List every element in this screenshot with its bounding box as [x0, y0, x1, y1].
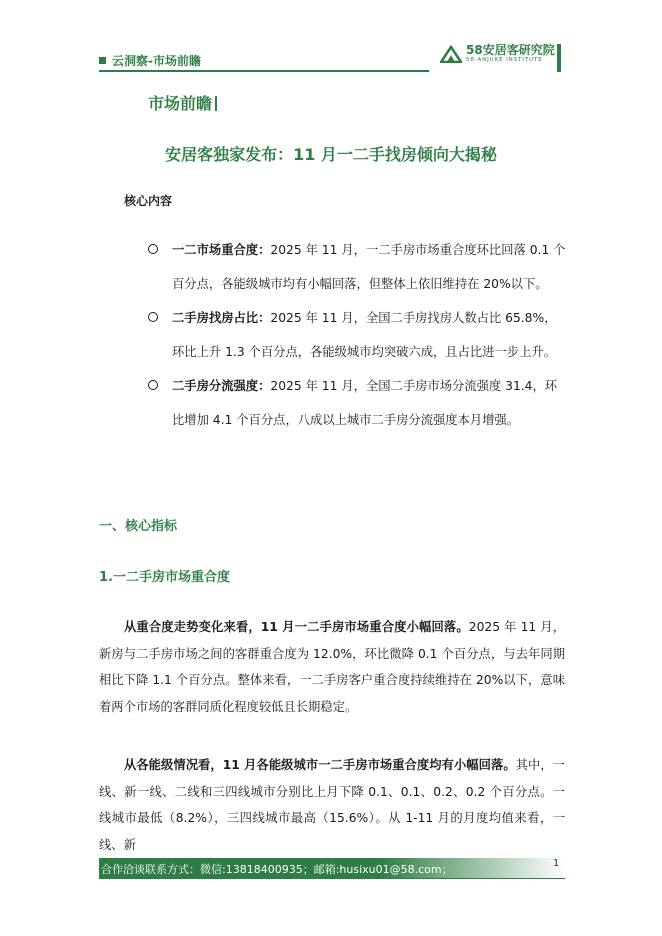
bullet-text: 2025 年 11 月，全国二手房市场分流强度 31.4，环比增加 4.1 个百分点，八成以上城市二手房分流强度本月增强。 [172, 379, 558, 427]
paragraph-text: 2025 年 11 月，新房与二手房市场之间的客群重合度为 12.0%，环比微降 0.1 个百分点，与去年同期相比下降 1.1 个百分点。整体来看，一二手房客户重合度持续维持在 20%以下，意味着两个市场的客群同质化程度较低且长期稳定。 [99, 620, 565, 714]
house-logo-icon [440, 45, 462, 63]
list-item [146, 369, 566, 437]
bullet-label: 二手房找房占比： [172, 311, 271, 325]
key-points-list [146, 233, 566, 437]
square-bullet-icon [99, 57, 106, 64]
title-bar-mark [215, 96, 217, 111]
paragraph-text: 其中，一线、新一线、二线和三四线城市分别比上月下降 0.1、0.1、0.2、0.2 个百分点。一线城市最低（8.2%），三四线城市最高（15.6%）。从 1-11 月的月度均值来看，一线、新 [99, 758, 565, 852]
section-title-text: 市场前瞻 [148, 94, 213, 113]
footer-contact-bar [99, 858, 565, 878]
heading-core-indicators: 一、核心指标 [99, 519, 178, 534]
logo-name-en: 58·ANJUKE INSTITUTE [466, 57, 543, 63]
body-paragraph [99, 614, 565, 720]
institute-logo [440, 44, 555, 64]
list-item [146, 301, 566, 369]
footer-contact-text: 合作洽谈联系方式：微信:13818400935；邮箱:husixu01@58.com； [101, 863, 453, 876]
header-section-tag [99, 52, 201, 69]
paragraph-lead: 从各能级情况看，11 月各能级城市一二手房市场重合度均有小幅回落。 [124, 758, 516, 772]
page-number: 1 [553, 858, 560, 869]
list-item [146, 233, 566, 301]
bullet-text: 2025 年 11 月，一二手房市场重合度环比回落 0.1 个百分点，各能级城市均有小幅回落，但整体上依旧维持在 20%以下。 [172, 243, 566, 291]
section-title [148, 91, 217, 114]
header-divider [99, 70, 429, 72]
bullet-label: 二手房分流强度： [172, 379, 271, 393]
core-content-heading: 核心内容 [124, 194, 173, 208]
circle-bullet-icon [148, 244, 158, 254]
report-title: 安居客独家发布：11 月一二手找房倾向大揭秘 [165, 145, 497, 164]
footer-divider [99, 878, 565, 879]
circle-bullet-icon [148, 380, 158, 390]
logo-name-cn: 58安居客研究院 [466, 43, 555, 57]
bullet-label: 一二市场重合度： [172, 243, 271, 257]
bullet-text: 2025 年 11 月，全国二手房找房人数占比 65.8%，环比上升 1.3 个百分点，各能级城市均突破六成，且占比进一步上升。 [172, 311, 557, 359]
circle-bullet-icon [148, 312, 158, 322]
section-tag-text: 云洞察-市场前瞻 [112, 54, 201, 68]
header-accent-bar [557, 44, 561, 72]
body-paragraph [99, 752, 565, 858]
paragraph-lead: 从重合度走势变化来看，11 月一二手房市场重合度小幅回落。 [124, 620, 469, 634]
heading-overlap-rate: 1.一二手房市场重合度 [99, 570, 230, 585]
